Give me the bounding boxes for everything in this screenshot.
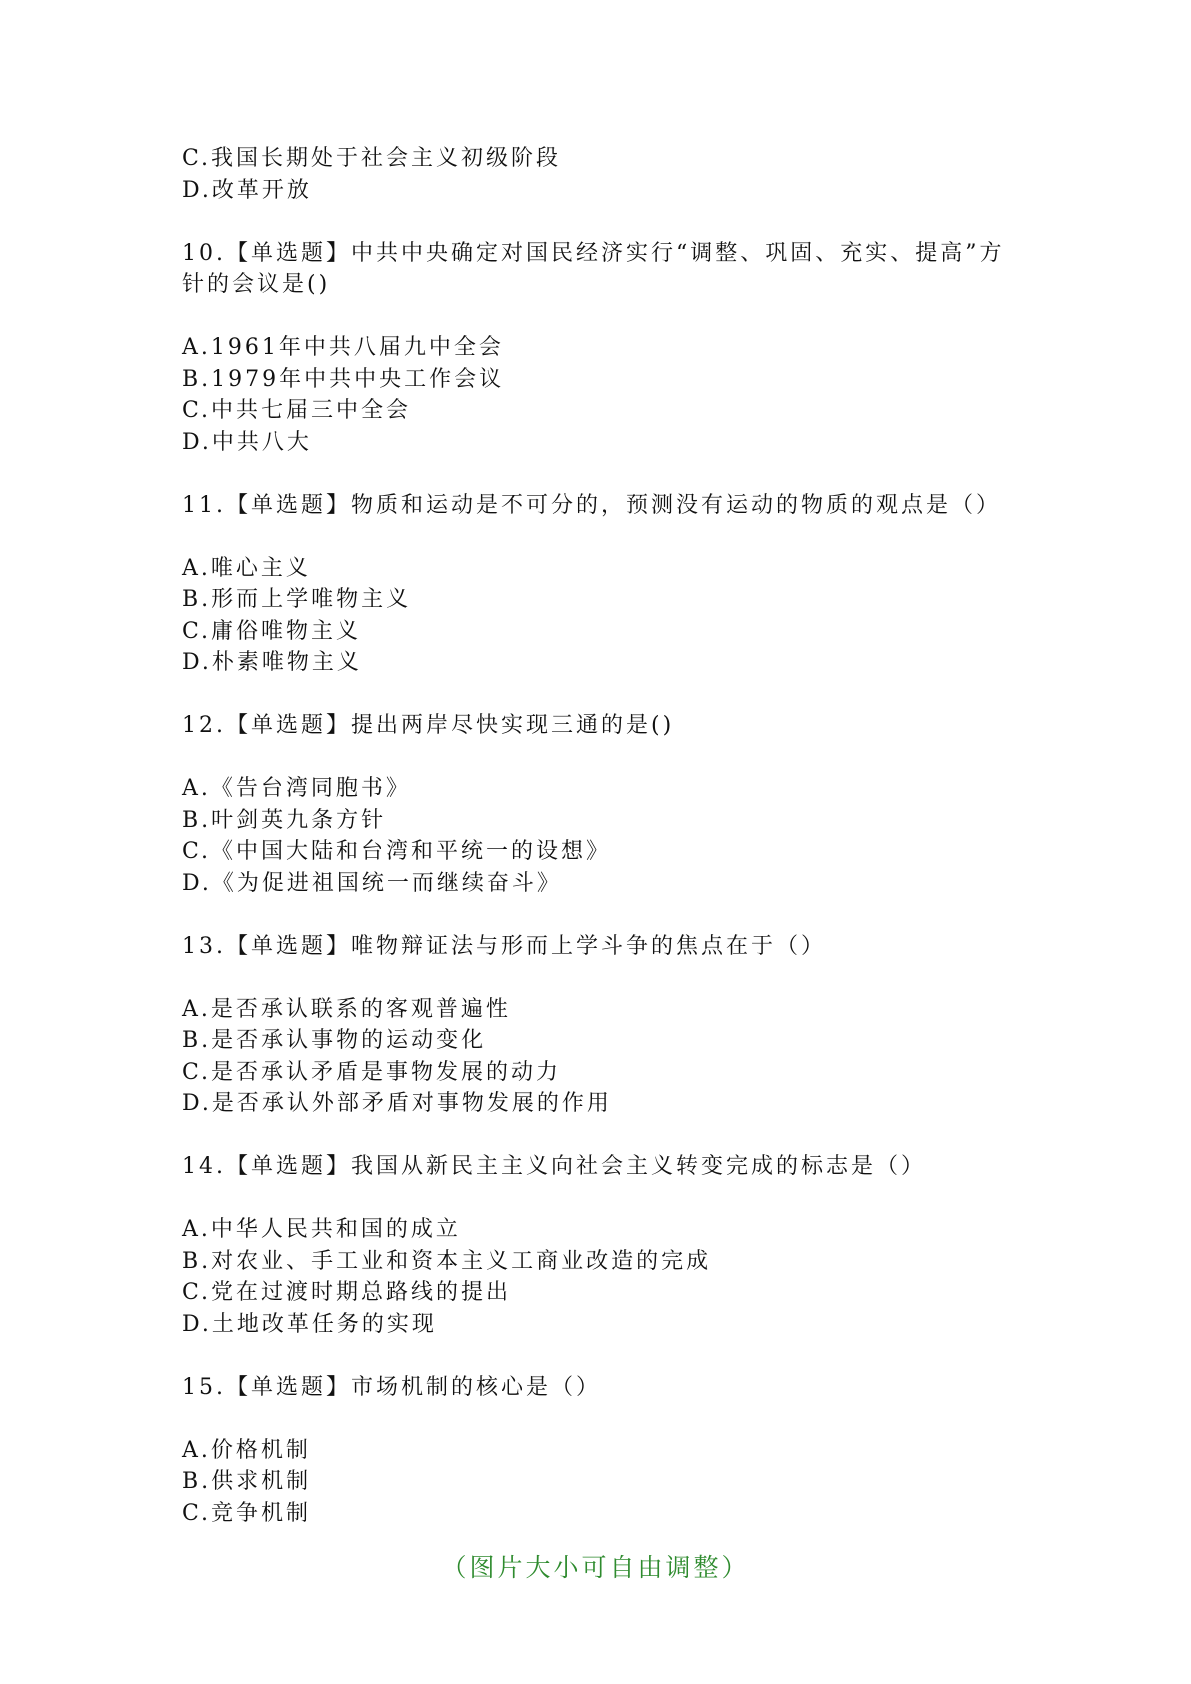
option-line: C.党在过渡时期总路线的提出 [182,1280,512,1305]
question-stem: 14.【单选题】我国从新民主主义向社会主义转变完成的标志是（） [182,1154,926,1179]
option-line: B.1979年中共中央工作会议 [182,366,505,392]
option-line: C.我国长期处于社会主义初级阶段 [182,146,562,171]
question-stem: 13.【单选题】唯物辩证法与形而上学斗争的焦点在于（） [182,933,826,959]
option-line: B.是否承认事物的运动变化 [182,1028,487,1053]
question-stem: 12.【单选题】提出两岸尽快实现三通的是() [182,713,675,738]
option-line: C.《中国大陆和台湾和平统一的设想》 [182,839,612,864]
option-line: D.改革开放 [182,177,312,203]
option-line: C.竞争机制 [182,1500,312,1526]
option-line: D.中共八大 [182,429,312,455]
option-line: C.是否承认矛盾是事物发展的动力 [182,1059,562,1085]
option-line: D.土地改革任务的实现 [182,1311,437,1337]
option-line: A.《告台湾同胞书》 [182,776,411,801]
option-line: B.对农业、手工业和资本主义工商业改造的完成 [182,1248,712,1274]
option-line: A.1961年中共八届九中全会 [182,335,504,360]
option-line: A.是否承认联系的客观普遍性 [182,996,511,1022]
option-line: A.中华人民共和国的成立 [182,1217,461,1242]
option-line: D.《为促进祖国统一而继续奋斗》 [182,870,562,896]
option-line: B.形而上学唯物主义 [182,587,412,612]
question-stem: 10.【单选题】中共中央确定对国民经济实行“调整、巩固、充实、提高”方针的会议是() [182,240,1005,297]
option-line: A.价格机制 [182,1437,311,1463]
option-line: C.中共七届三中全会 [182,398,412,423]
image-resize-note: （图片大小可自由调整） [441,1553,750,1582]
option-line: D.是否承认外部矛盾对事物发展的作用 [182,1091,612,1116]
question-stem: 11.【单选题】物质和运动是不可分的，预测没有运动的物质的观点是（） [182,492,1001,518]
option-line: B.供求机制 [182,1469,312,1494]
question-stem: 15.【单选题】市场机制的核心是（） [182,1374,601,1400]
option-line: D.朴素唯物主义 [182,650,362,675]
option-line: B.叶剑英九条方针 [182,807,387,833]
option-line: A.唯心主义 [182,555,311,581]
option-line: C.庸俗唯物主义 [182,618,362,644]
question-list [182,143,1022,1529]
